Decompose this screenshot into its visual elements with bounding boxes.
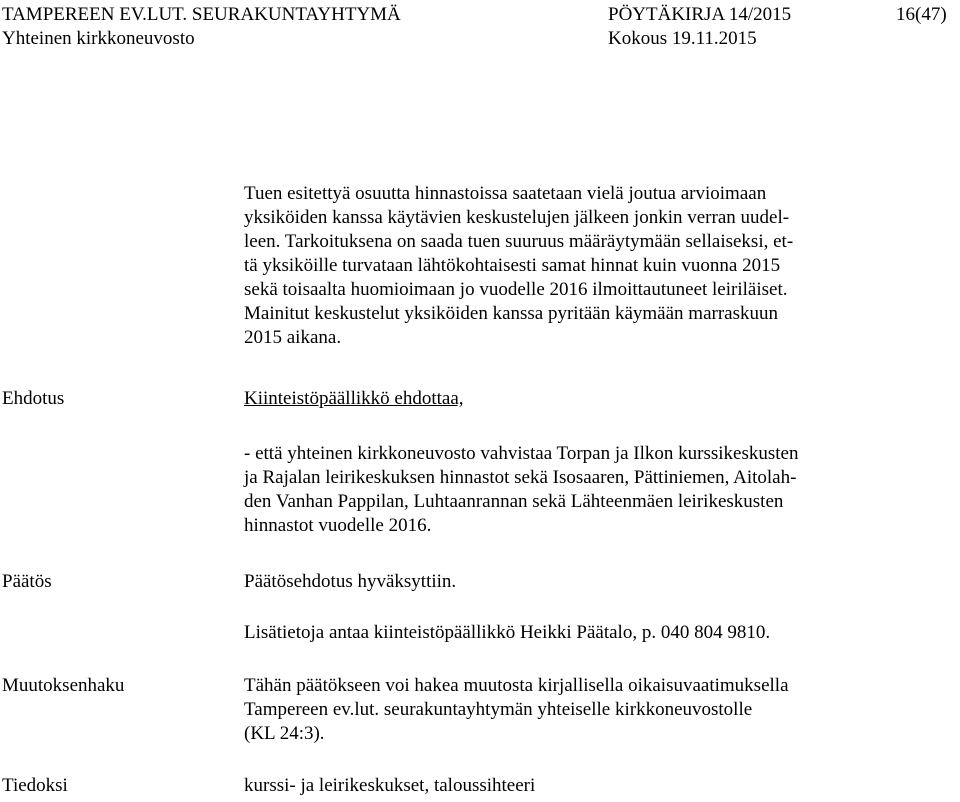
muutoksenhaku-label: Muutoksenhaku [2, 675, 125, 696]
intro-line: 2015 aikana. [244, 327, 342, 348]
ehdotus-line: ja Rajalan leirikeskuksen hinnastot sekä Isosaaren, Pättiniemen, Aitolah- [244, 467, 797, 488]
ehdotus-label: Ehdotus [2, 388, 65, 409]
tiedoksi-text: kurssi- ja leirikeskukset, taloussihteeri [244, 775, 536, 796]
paatos-info: Lisätietoja antaa kiinteistöpäällikkö Heikki Päätalo, p. 040 804 9810. [244, 622, 771, 643]
tiedoksi-label: Tiedoksi [2, 775, 68, 796]
header-org: TAMPEREEN EV.LUT. SEURAKUNTAYHTYMÄ [2, 4, 401, 25]
intro-line: Mainitut keskustelut yksiköiden kanssa pyritään käymään marraskuun [244, 303, 778, 324]
ehdotus-line: den Vanhan Pappilan, Luhtaanrannan sekä Lähteenmäen leirikeskusten [244, 491, 784, 512]
ehdotus-paragraph [244, 442, 934, 538]
muutoksenhaku-line: (KL 24:3). [244, 723, 325, 744]
paatos-label: Päätös [2, 571, 52, 592]
muutoksenhaku-line: Tampereen ev.lut. seurakuntayhtymän yhteiselle kirkkoneuvostolle [244, 699, 753, 720]
muutoksenhaku-paragraph [244, 674, 934, 746]
ehdotus-line: - että yhteinen kirkkoneuvosto vahvistaa Torpan ja Ilkon kurssikeskusten [244, 443, 799, 464]
header-doc: PÖYTÄKIRJA 14/2015 [608, 4, 792, 25]
intro-paragraph [244, 182, 934, 350]
paatos-text: Päätösehdotus hyväksyttiin. [244, 571, 457, 592]
header-page-number: 16(47) [896, 4, 947, 25]
intro-line: tä yksiköille turvataan lähtökohtaisesti samat hinnat kuin vuonna 2015 [244, 255, 781, 276]
proposer-text: Kiinteistöpäällikkö ehdottaa, [244, 388, 464, 409]
intro-line: yksiköiden kanssa käytävien keskustelujen jälkeen jonkin verran uudel- [244, 207, 790, 228]
intro-line: Tuen esitettyä osuutta hinnastoissa saatetaan vielä joutua arvioimaan [244, 183, 767, 204]
intro-line: leen. Tarkoituksena on saada tuen suuruus määräytymään sellaiseksi, et- [244, 231, 794, 252]
intro-line: sekä toisaalta huomioimaan jo vuodelle 2016 ilmoittautuneet leiriläiset. [244, 279, 788, 300]
ehdotus-proposer [244, 387, 934, 411]
header-body: Yhteinen kirkkoneuvosto [2, 28, 195, 49]
muutoksenhaku-line: Tähän päätökseen voi hakea muutosta kirjallisella oikaisuvaatimuksella [244, 675, 789, 696]
ehdotus-line: hinnastot vuodelle 2016. [244, 515, 432, 536]
header-meeting: Kokous 19.11.2015 [608, 28, 757, 49]
